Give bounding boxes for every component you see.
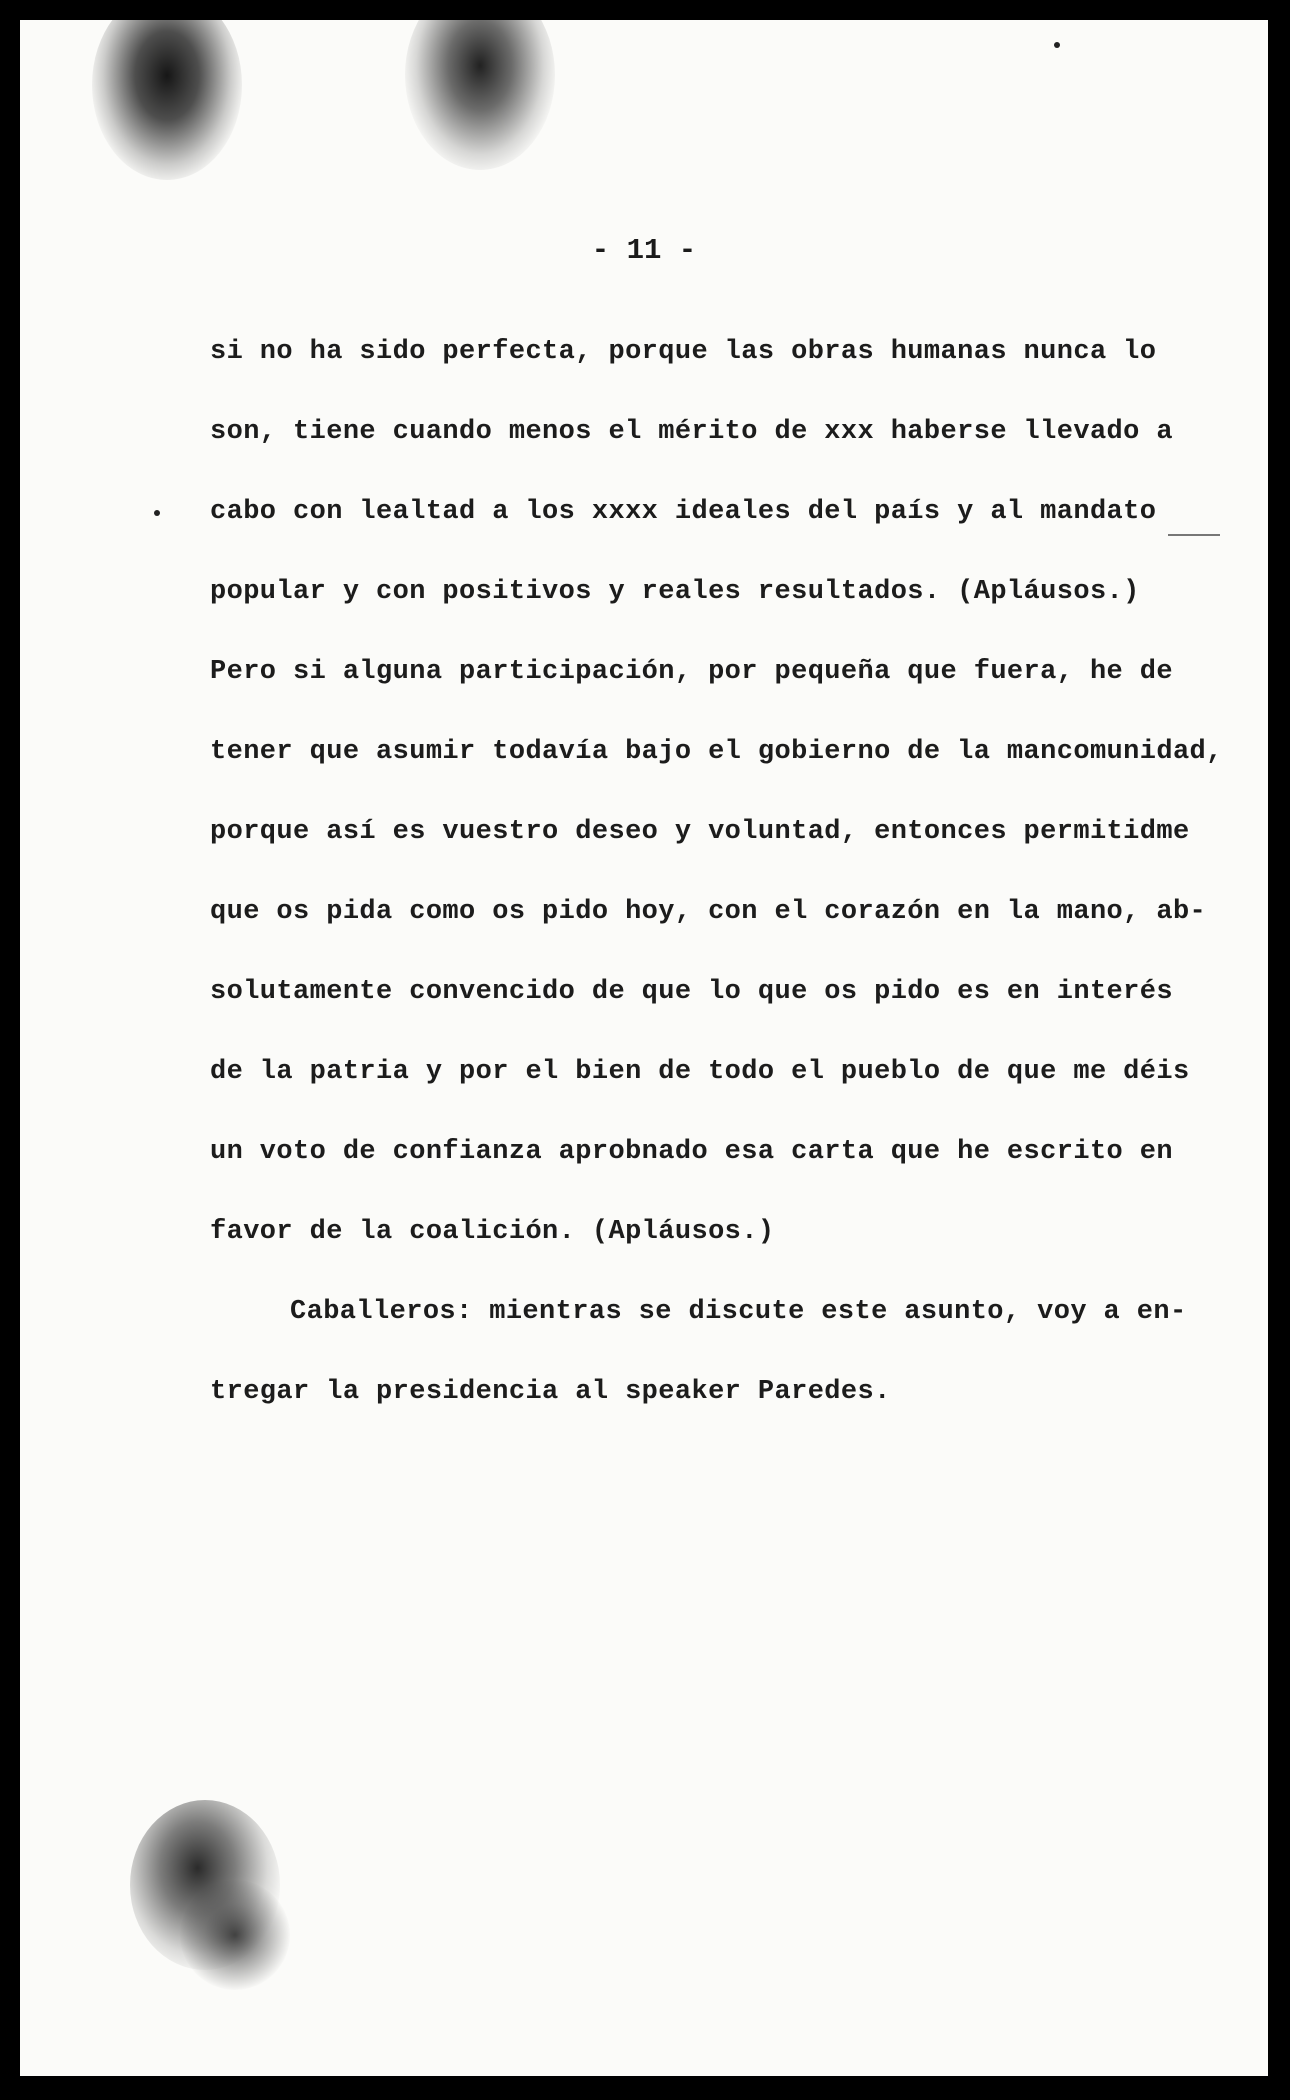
text-line: cabo con lealtad a los xxxx ideales del país y al mandato (210, 497, 1157, 527)
text-line: un voto de confianza aprobnado esa carta que he escrito en (210, 1137, 1173, 1167)
ink-smudge (130, 1800, 280, 1970)
text-line: que os pida como os pido hoy, con el corazón en la mano, ab- (210, 897, 1207, 927)
page-number: - 11 - (591, 234, 697, 267)
text-line: tregar la presidencia al speaker Paredes. (210, 1377, 891, 1407)
text-line: de la patria y por el bien de todo el pueblo de que me déis (210, 1057, 1190, 1087)
ink-smudge (180, 1880, 290, 1990)
typed-text-body (210, 312, 1223, 1432)
text-line: popular y con positivos y reales resultados. (Apláusos.) (210, 577, 1140, 607)
speck (1054, 42, 1060, 48)
document-page (20, 20, 1268, 2076)
text-line: Caballeros: mientras se discute este asunto, voy a en- (290, 1297, 1187, 1327)
speck (154, 510, 160, 516)
text-line: Pero si alguna participación, por pequeña que fuera, he de (210, 657, 1173, 687)
text-line: favor de la coalición. (Apláusos.) (210, 1217, 775, 1247)
text-line: tener que asumir todavía bajo el gobierno de la mancomunidad, (210, 737, 1223, 767)
text-line: solutamente convencido de que lo que os pido es en interés (210, 977, 1173, 1007)
ink-smudge (405, 20, 555, 170)
text-line: si no ha sido perfecta, porque las obras humanas nunca lo (210, 337, 1157, 367)
text-line: son, tiene cuando menos el mérito de xxx haberse llevado a (210, 417, 1173, 447)
text-line: porque así es vuestro deseo y voluntad, entonces permitidme (210, 817, 1190, 847)
ink-smudge (92, 20, 242, 180)
